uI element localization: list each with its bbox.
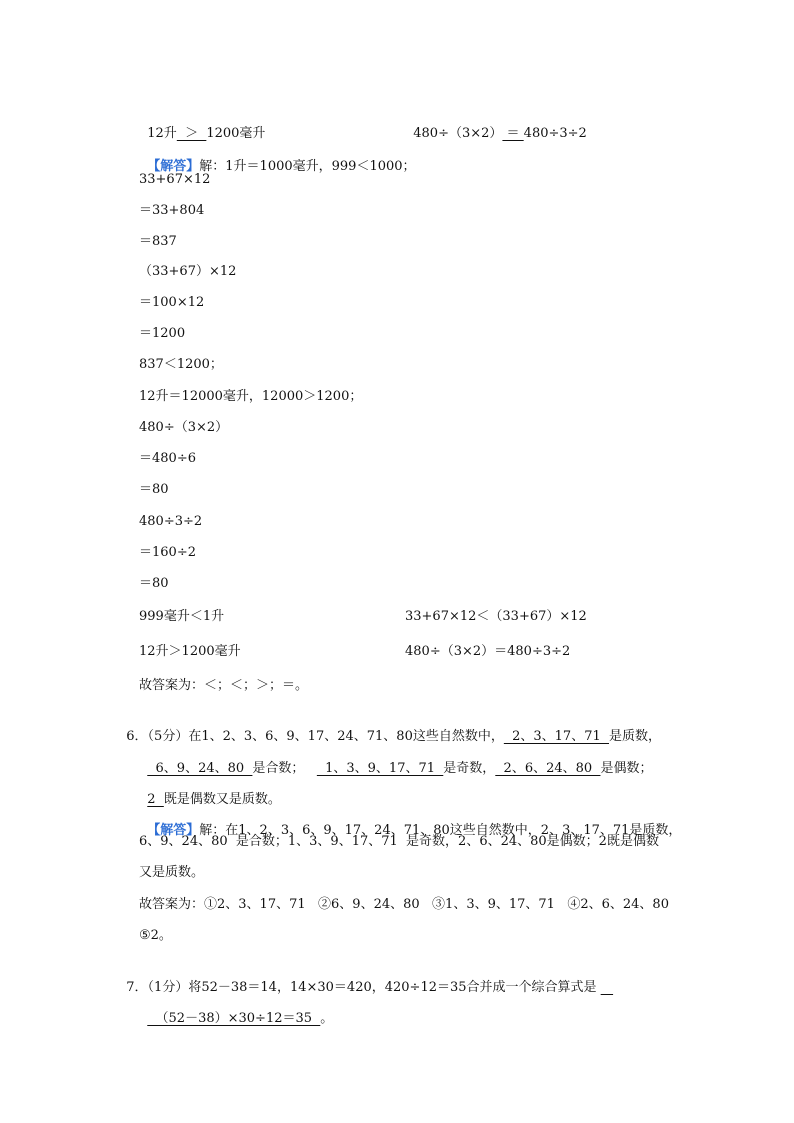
summary-left: 999毫升＜1升 xyxy=(139,609,225,624)
solution-tag: 【解答】 xyxy=(147,823,200,838)
work-line: ＝480÷6 xyxy=(139,451,196,466)
q6-solution-text: 解：在1、2、3、6、9、17、24、71、80这些自然数中，2、3、17、71是质数， xyxy=(199,823,682,838)
solution-intro: 解：1升＝1000毫升，999＜1000； xyxy=(199,159,416,174)
work-line: 480÷（3×2） xyxy=(139,420,229,435)
answer-line: 故答案为：＜；＜；＞；＝。 xyxy=(139,678,309,693)
q7-stem: （1分）将52－38＝14，14×30＝420，420÷12＝35合并成一个综合算式是 xyxy=(147,980,597,995)
compare-left-answer: ＞ xyxy=(176,126,207,141)
q7-line-2 xyxy=(139,989,333,1029)
work-line: 33+67×12 xyxy=(139,172,211,187)
solution-tag: 【解答】 xyxy=(147,159,200,174)
q6-number: 6． xyxy=(126,729,148,744)
compare-right xyxy=(405,104,587,144)
work-line: 12升＝12000毫升，12000＞1200； xyxy=(139,389,363,404)
compare-left-suffix: 1200毫升 xyxy=(206,126,266,141)
q6-answer-odd: 1、3、9、17、71 xyxy=(316,761,444,776)
q6-text: 是偶数； xyxy=(600,761,653,776)
summary-left: 12升＞1200毫升 xyxy=(139,644,241,659)
q6-text: 是合数； xyxy=(252,761,305,776)
q6-answer-summary: 故答案为：①2、3、17、71 ②6、9、24、80 ③1、3、9、17、71 ④2、6、24、80 xyxy=(139,897,669,912)
compare-right-suffix: 480÷3÷2 xyxy=(523,126,587,141)
work-line: 480÷3÷2 xyxy=(139,514,203,529)
q6-answer-composite: 6、9、24、80 xyxy=(147,761,253,776)
work-line: ＝160÷2 xyxy=(139,545,196,560)
work-line: （33+67）×12 xyxy=(139,264,237,279)
q6-text: 是奇数， xyxy=(443,761,496,776)
q7-blank-start xyxy=(601,980,613,995)
q6-text: 既是偶数又是质数。 xyxy=(163,792,281,807)
q6-text: 是质数， xyxy=(609,729,662,744)
compare-left-prefix: 12升 xyxy=(147,126,177,141)
compare-right-prefix: 480÷（3×2） xyxy=(413,126,503,141)
q6-solution-2: 6、9、24、80 是合数；1、3、9、17、71 是奇数，2、6、24、80是偶数；2既是偶数 xyxy=(139,834,659,849)
q6-stem: （5分）在1、2、3、6、9、17、24、71、80这些自然数中， xyxy=(147,729,504,744)
compare-right-answer: ＝ xyxy=(502,126,524,141)
summary-right: 480÷（3×2）＝480÷3÷2 xyxy=(405,644,571,659)
work-line: ＝1200 xyxy=(139,326,186,341)
work-line: ＝80 xyxy=(139,576,169,591)
q6-answer-even: 2、6、24、80 xyxy=(495,761,601,776)
summary-right: 33+67×12＜（33+67）×12 xyxy=(405,609,587,624)
q7-answer: （52－38）×30÷12＝35 xyxy=(147,1011,321,1026)
q6-solution-3: 又是质数。 xyxy=(139,865,205,880)
work-line: ＝837 xyxy=(139,234,177,249)
q6-answer-both: 2 xyxy=(147,792,164,807)
work-line: ＝33+804 xyxy=(139,203,205,218)
q6-answer-prime: 2、3、17、71 xyxy=(503,729,609,744)
q7-end: 。 xyxy=(320,1011,334,1026)
work-line: 837＜1200； xyxy=(139,357,223,372)
work-line: ＝100×12 xyxy=(139,295,205,310)
work-line: ＝80 xyxy=(139,482,169,497)
q6-answer-summary-2: ⑤2。 xyxy=(139,928,172,943)
q7-number: 7． xyxy=(126,980,148,995)
